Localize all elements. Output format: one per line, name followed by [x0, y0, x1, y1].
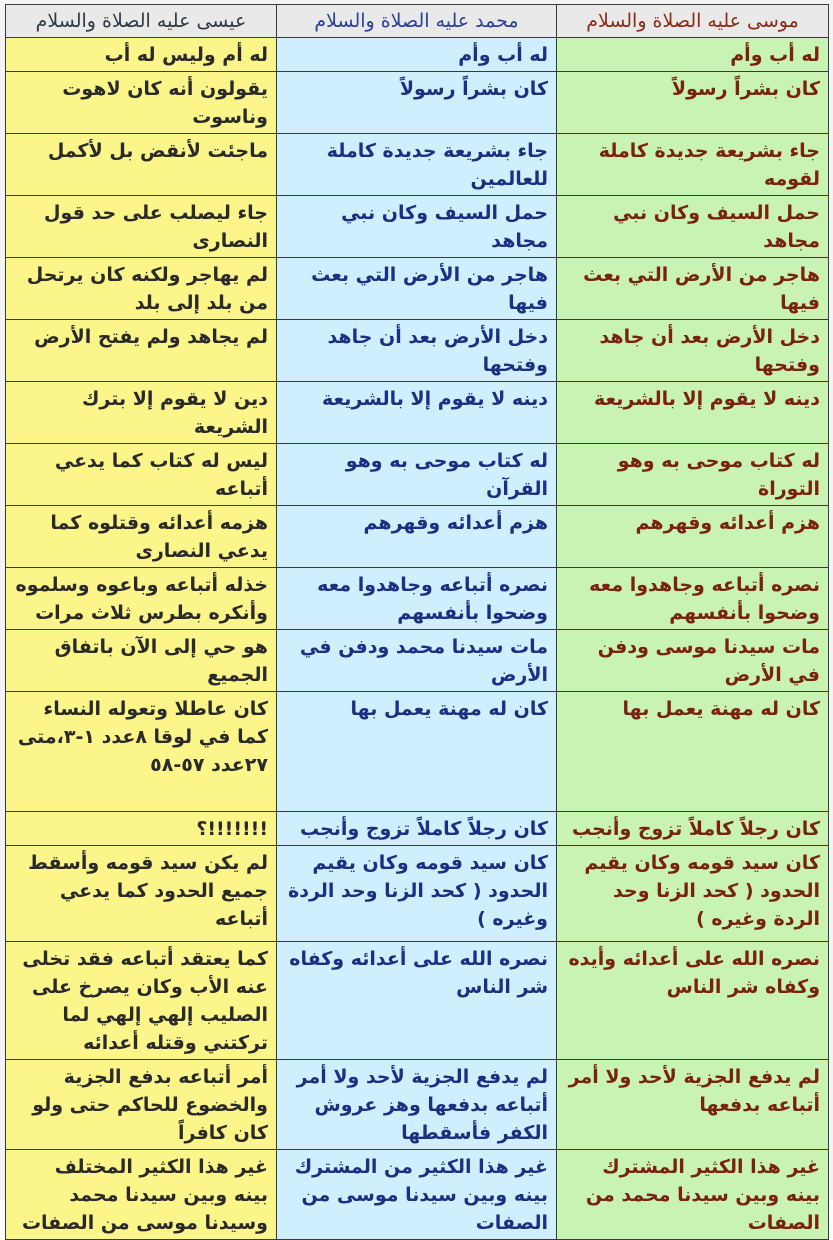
cell-musa: كان رجلاً كاملاً تزوج وأنجب — [557, 812, 829, 846]
cell-musa: لم يدفع الجزية لأحد ولا أمر أتباعه بدفعها — [557, 1060, 829, 1150]
header-isa: عيسى عليه الصلاة والسلام — [6, 5, 277, 38]
table-row — [6, 72, 829, 134]
table-row — [6, 630, 829, 692]
cell-muhammad: دخل الأرض بعد أن جاهد وفتحها — [277, 320, 557, 382]
cell-muhammad: لم يدفع الجزية لأحد ولا أمر أتباعه بدفعها وهز عروش الكفر فأسقطها — [277, 1060, 557, 1150]
cell-musa: هزم أعدائه وقهرهم — [557, 506, 829, 568]
cell-isa: هو حي إلى الآن باتفاق الجميع — [6, 630, 277, 692]
cell-muhammad: له أب وأم — [277, 38, 557, 72]
cell-isa: خذله أتباعه وباعوه وسلموه وأنكره بطرس ثلاث مرات — [6, 568, 277, 630]
cell-musa: حمل السيف وكان نبي مجاهد — [557, 196, 829, 258]
cell-musa: كان سيد قومه وكان يقيم الحدود ( كحد الزنا وحد الردة وغيره ) — [557, 846, 829, 942]
table-row — [6, 444, 829, 506]
table-row — [6, 506, 829, 568]
cell-muhammad: نصره الله على أعدائه وكفاه شر الناس — [277, 942, 557, 1060]
cell-muhammad: هزم أعدائه وقهرهم — [277, 506, 557, 568]
table-row — [6, 692, 829, 812]
table-row — [6, 812, 829, 846]
cell-muhammad: كان بشراً رسولاً — [277, 72, 557, 134]
cell-isa: ماجئت لأنقض بل لأكمل — [6, 134, 277, 196]
table-row — [6, 38, 829, 72]
table-row — [6, 1060, 829, 1150]
table-row — [6, 196, 829, 258]
cell-muhammad: حمل السيف وكان نبي مجاهد — [277, 196, 557, 258]
cell-isa: كما يعتقد أتباعه فقد تخلى عنه الأب وكان يصرخ على الصليب إلهي إلهي لما تركتني وقتله أعدائه — [6, 942, 277, 1060]
cell-muhammad: هاجر من الأرض التي بعث فيها — [277, 258, 557, 320]
comparison-table — [5, 4, 829, 1240]
cell-isa: هزمه أعدائه وقتلوه كما يدعي النصارى — [6, 506, 277, 568]
cell-musa: مات سيدنا موسى ودفن في الأرض — [557, 630, 829, 692]
cell-isa: لم يجاهد ولم يفتح الأرض — [6, 320, 277, 382]
table-row — [6, 846, 829, 942]
cell-isa: كان عاطلا وتعوله النساء كما في لوقا ٨عدد ١-٣،متى ٢٧عدد ٥٧-٥٨ — [6, 692, 277, 812]
table-row — [6, 382, 829, 444]
table-row — [6, 942, 829, 1060]
cell-musa: كان له مهنة يعمل بها — [557, 692, 829, 812]
cell-musa: نصره أتباعه وجاهدوا معه وضحوا بأنفسهم — [557, 568, 829, 630]
header-muhammad: محمد عليه الصلاة والسلام — [277, 5, 557, 38]
cell-muhammad: كان رجلاً كاملاً تزوج وأنجب — [277, 812, 557, 846]
cell-muhammad: نصره أتباعه وجاهدوا معه وضحوا بأنفسهم — [277, 568, 557, 630]
cell-muhammad: كان سيد قومه وكان يقيم الحدود ( كحد الزنا وحد الردة وغيره ) — [277, 846, 557, 942]
cell-isa: ليس له كتاب كما يدعي أتباعه — [6, 444, 277, 506]
cell-musa: هاجر من الأرض التي بعث فيها — [557, 258, 829, 320]
table-row — [6, 134, 829, 196]
cell-muhammad: دينه لا يقوم إلا بالشريعة — [277, 382, 557, 444]
cell-isa: لم يكن سيد قومه وأسقط جميع الحدود كما يدعي أتباعه — [6, 846, 277, 942]
cell-musa: دينه لا يقوم إلا بالشريعة — [557, 382, 829, 444]
cell-isa: !!!!!!!؟ — [6, 812, 277, 846]
cell-musa: له أب وأم — [557, 38, 829, 72]
table-row — [6, 258, 829, 320]
cell-musa: غير هذا الكثير المشترك بينه وبين سيدنا محمد من الصفات — [557, 1150, 829, 1240]
header-musa: موسى عليه الصلاة والسلام — [557, 5, 829, 38]
cell-musa: جاء بشريعة جديدة كاملة لقومه — [557, 134, 829, 196]
header-row — [6, 5, 829, 38]
cell-isa: لم يهاجر ولكنه كان يرتحل من بلد إلى بلد — [6, 258, 277, 320]
cell-muhammad: غير هذا الكثير من المشترك بينه وبين سيدنا موسى من الصفات — [277, 1150, 557, 1240]
cell-muhammad: كان له مهنة يعمل بها — [277, 692, 557, 812]
cell-muhammad: له كتاب موحى به وهو القرآن — [277, 444, 557, 506]
cell-isa: جاء ليصلب على حد قول النصارى — [6, 196, 277, 258]
cell-musa: دخل الأرض بعد أن جاهد وفتحها — [557, 320, 829, 382]
comparison-rows — [6, 38, 829, 1240]
table-row — [6, 568, 829, 630]
cell-isa: أمر أتباعه بدفع الجزية والخضوع للحاكم حتى ولو كان كافراً — [6, 1060, 277, 1150]
cell-isa: دين لا يقوم إلا بترك الشريعة — [6, 382, 277, 444]
table-row — [6, 1150, 829, 1240]
cell-muhammad: مات سيدنا محمد ودفن في الأرض — [277, 630, 557, 692]
cell-isa: له أم وليس له أب — [6, 38, 277, 72]
cell-musa: له كتاب موحى به وهو التوراة — [557, 444, 829, 506]
cell-musa: نصره الله على أعدائه وأيده وكفاه شر الناس — [557, 942, 829, 1060]
cell-isa: غير هذا الكثير المختلف بينه وبين سيدنا محمد وسيدنا موسى من الصفات — [6, 1150, 277, 1240]
cell-musa: كان بشراً رسولاً — [557, 72, 829, 134]
cell-isa: يقولون أنه كان لاهوت وناسوت — [6, 72, 277, 134]
table-row — [6, 320, 829, 382]
cell-muhammad: جاء بشريعة جديدة كاملة للعالمين — [277, 134, 557, 196]
